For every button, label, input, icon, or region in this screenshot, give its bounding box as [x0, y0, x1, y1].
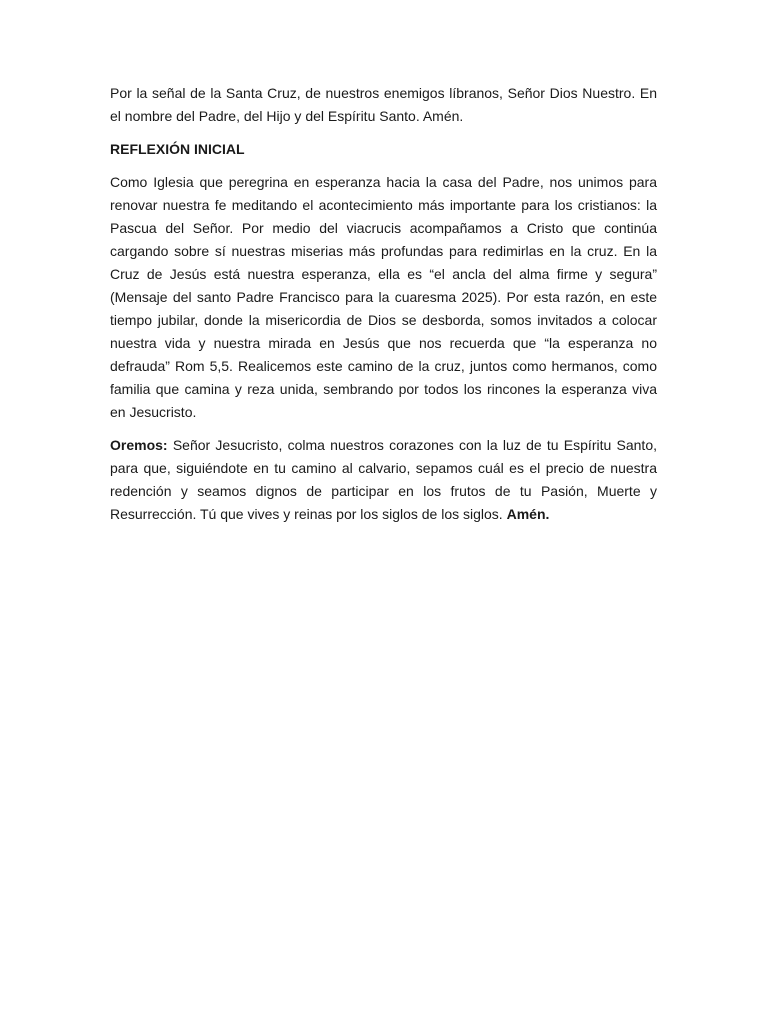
- reflection-paragraph: Como Iglesia que peregrina en esperanza hacia la casa del Padre, nos unimos para renovar nuestra fe meditando el acontecimiento más importante para los cristianos: la Pascua del Señor. Por medio del viacrucis acompañamos a Cristo que continúa cargando sobre sí nuestras miserias más profundas para redimirlas en la cruz. En la Cruz de Jesús está nuestra esperanza, ella es “el ancla del alma firme y segura” (Mensaje del santo Padre Francisco para la cuaresma 2025). Por esta razón, en este tiempo jubilar, donde la misericordia de Dios se desborda, somos invitados a colocar nuestra vida y nuestra mirada en Jesús que nos recuerda que “la esperanza no defrauda” Rom 5,5. Realicemos este camino de la cruz, juntos como hermanos, como familia que camina y reza unida, sembrando por todos los rincones la esperanza viva en Jesucristo.: [110, 174, 657, 420]
- prayer-paragraph: [110, 434, 657, 526]
- prayer-label: Oremos:: [110, 437, 168, 453]
- section-heading: REFLEXIÓN INICIAL: [110, 141, 245, 157]
- prayer-closing: Amén.: [506, 506, 550, 522]
- prayer-body: Señor Jesucristo, colma nuestros corazones con la luz de tu Espíritu Santo, para que, siguiéndote en tu camino al calvario, sepamos cuál es el precio de nuestra redención y seamos dignos de participar en los frutos de tu Pasión, Muerte y Resurrección. Tú que vives y reinas por los siglos de los siglos.: [110, 437, 657, 522]
- opening-prayer: Por la señal de la Santa Cruz, de nuestros enemigos líbranos, Señor Dios Nuestro. En el nombre del Padre, del Hijo y del Espíritu Santo. Amén.: [110, 85, 657, 124]
- document-page: [110, 82, 657, 536]
